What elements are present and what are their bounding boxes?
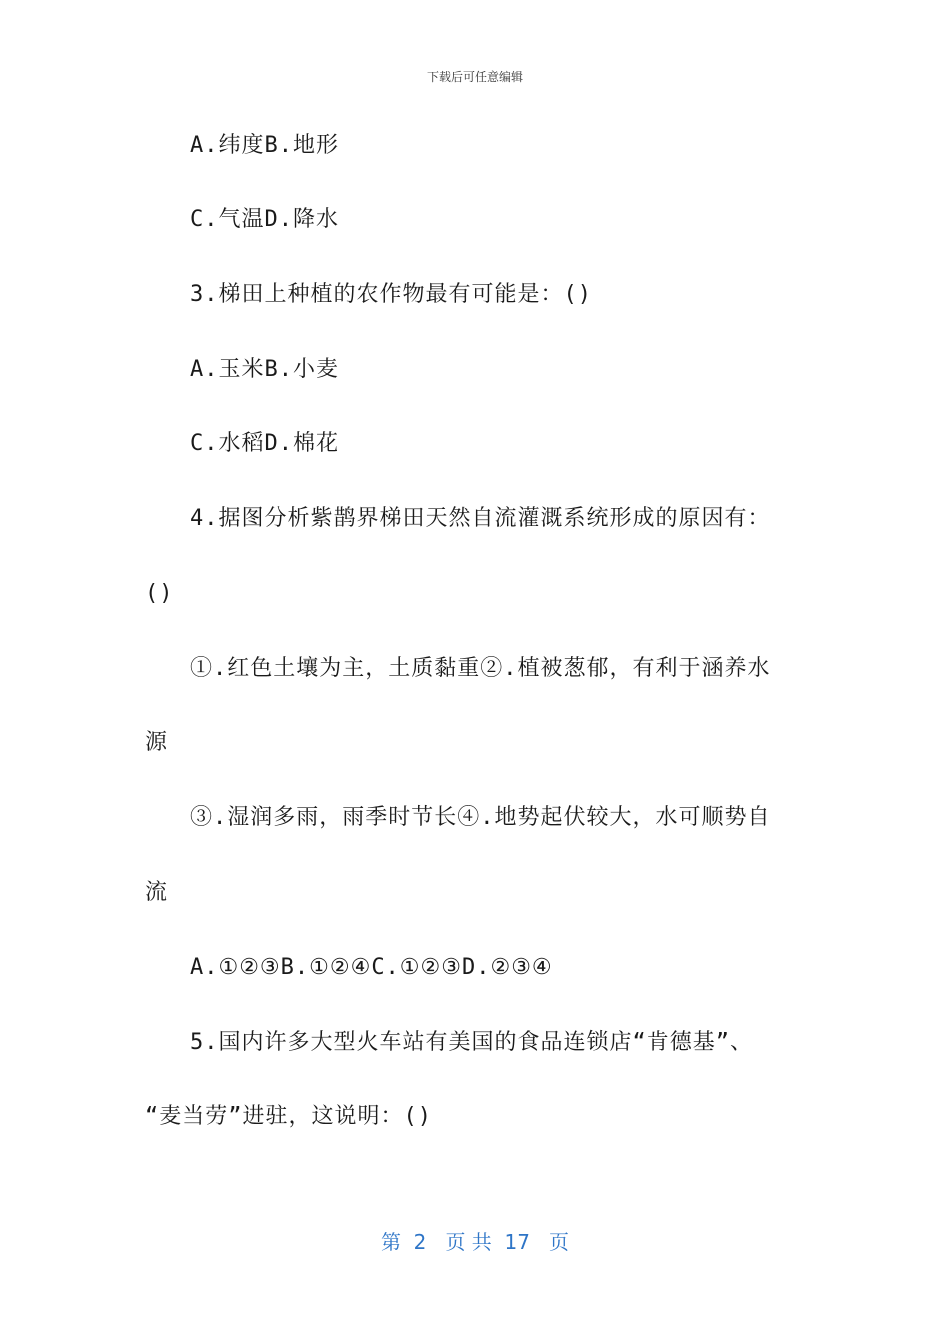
statement-line-1-continuation: 源 [145, 730, 169, 755]
statement-line-1: ①.红色土壤为主，土质黏重②.植被葱郁，有利于涵养水 [190, 656, 771, 681]
question-4-continuation: () [145, 581, 174, 606]
statement-line-2-continuation: 流 [145, 880, 169, 905]
question-3: 3.梯田上种植的农作物最有可能是：() [190, 282, 592, 307]
option-line-q3-ab: A.玉米B.小麦 [190, 357, 339, 382]
statement-line-2: ③.湿润多雨，雨季时节长④.地势起伏较大，水可顺势自 [190, 805, 771, 830]
option-line-q2-ab: A.纬度B.地形 [190, 133, 339, 158]
option-line-q4: A.①②③B.①②④C.①②③D.②③④ [190, 955, 553, 980]
option-line-q2-cd: C.气温D.降水 [190, 207, 339, 232]
question-4: 4.据图分析紫鹊界梯田天然自流灌溉系统形成的原因有： [190, 506, 771, 531]
question-5: 5.国内许多大型火车站有美国的食品连锁店“肯德基”、 [190, 1030, 753, 1055]
page-number-footer: 第 2 页 共 17 页 [380, 1230, 570, 1254]
option-line-q3-cd: C.水稻D.棉花 [190, 431, 339, 456]
question-5-continuation: “麦当劳”进驻，这说明：() [145, 1104, 432, 1129]
header-note: 下载后可任意编辑 [426, 70, 523, 84]
